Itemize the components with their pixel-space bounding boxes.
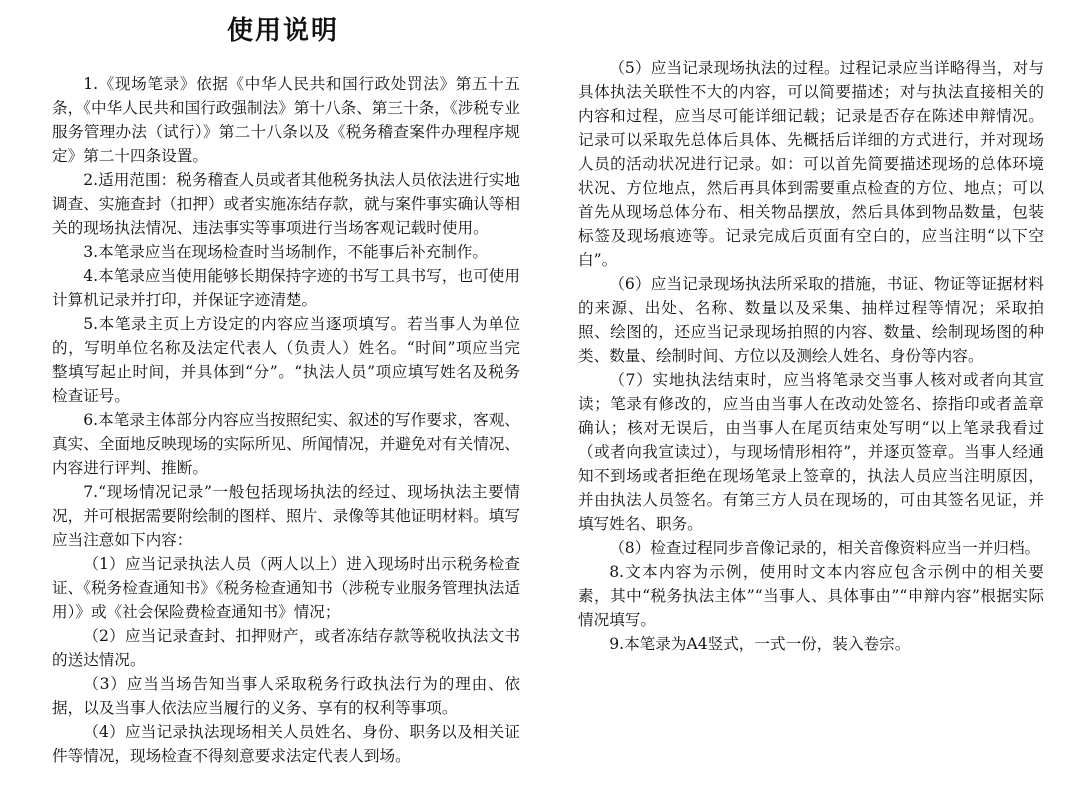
paragraph-7-item-4: （4）应当记录执法现场相关人员姓名、身份、职务以及相关证件等情况，现场检查不得刻意要求法定代表人到场。: [52, 723, 520, 765]
paragraph-8: 8.文本内容为示例，使用时文本内容应包含示例中的相关要素，其中“税务执法主体”“当事人、具体事由”“申辩内容”根据实际情况填写。: [578, 563, 1044, 629]
paragraph-7: 7.“现场情况记录”一般包括现场执法的经过、现场执法主要情况，并可根据需要附绘制的图样、照片、录像等其他证明材料。填写应当注意如下内容：: [52, 483, 520, 549]
paragraph-7-item-2: （2）应当记录查封、扣押财产，或者冻结存款等税收执法文书的送达情况。: [52, 627, 520, 669]
paragraph-6: 6.本笔录主体部分内容应当按照纪实、叙述的写作要求，客观、真实、全面地反映现场的实际所见、所闻情况，并避免对有关情况、内容进行评判、推断。: [52, 411, 520, 477]
paragraph-2: 2.适用范围：税务稽查人员或者其他税务执法人员依法进行实地调查、实施查封（扣押）或者实施冻结存款，就与案件事实确认等相关的现场执法情况、违法事实等事项进行当场客观记载时使用。: [52, 171, 520, 237]
paragraph-4: 4.本笔录应当使用能够长期保持字迹的书写工具书写，也可使用计算机记录并打印，并保证字迹清楚。: [52, 267, 520, 309]
paragraph-3: 3.本笔录应当在现场检查时当场制作，不能事后补充制作。: [83, 243, 488, 261]
paragraph-5: 5.本笔录主页上方设定的内容应当逐项填写。若当事人为单位的，写明单位名称及法定代表人（负责人）姓名。“时间”项应当完整填写起止时间，并具体到“分”。“执法人员”项应填写姓名及税务检查证号。: [52, 315, 520, 405]
paragraph-7-item-8: （8）检查过程同步音像记录的，相关音像资料应当一并归档。: [609, 539, 1041, 557]
paragraph-7-item-5: （5）应当记录现场执法的过程。过程记录应当详略得当，对与具体执法关联性不大的内容，可以简要描述；对与执法直接相关的内容和过程，应当尽可能详细记载；记录是否存在陈述申辩情况。记录可以采取先总体后具体、先概括后详细的方式进行，并对现场人员的活动状况进行记录。如：可以首先简要描述现场的总体环境状况、方位地点，然后再具体到需要重点检查的方位、地点；可以首先从现场总体分布、相关物品摆放，然后具体到物品数量，包装标签及现场痕迹等。记录完成后页面有空白的，应当注明“以下空白”。: [578, 59, 1044, 269]
paragraph-7-item-7: （7）实地执法结束时，应当将笔录交当事人核对或者向其宣读；笔录有修改的，应当由当事人在改动处签名、捺指印或者盖章确认；核对无误后，由当事人在尾页结束处写明“以上笔录我看过（或者向我宣读过），与现场情形相符”，并逐页签章。当事人经通知不到场或者拒绝在现场笔录上签章的，执法人员应当注明原因，并由执法人员签名。有第三方人员在现场的，可由其签名见证，并填写姓名、职务。: [578, 371, 1044, 533]
page-title: 使用说明: [226, 16, 339, 46]
paragraph-7-item-6: （6）应当记录现场执法所采取的措施，书证、物证等证据材料的来源、出处、名称、数量以及采集、抽样过程等情况；采取拍照、绘图的，还应当记录现场拍照的内容、数量、绘制现场图的种类、数量、绘制时间、方位以及测绘人姓名、身份等内容。: [578, 275, 1044, 365]
right-column: [578, 56, 1044, 656]
paragraph-9: 9.本笔录为A4竖式，一式一份，装入卷宗。: [609, 635, 911, 653]
paragraph-7-item-1: （1）应当记录执法人员（两人以上）进入现场时出示税务检查证、《税务检查通知书》《税务检查通知书（涉税专业服务管理执法适用）》或《社会保险费检查通知书》情况；: [52, 555, 520, 621]
paragraph-1: 1.《现场笔录》依据《中华人民共和国行政处罚法》第五十五条，《中华人民共和国行政强制法》第十八条、第三十条，《涉税专业服务管理办法（试行）》第二十八条以及《税务稽查案件办理程序规定》第二十四条设置。: [52, 75, 520, 165]
left-column: [52, 72, 520, 768]
paragraph-7-item-3: （3）应当当场告知当事人采取税务行政执法行为的理由、依据，以及当事人依法应当履行的义务、享有的权利等事项。: [52, 675, 520, 717]
